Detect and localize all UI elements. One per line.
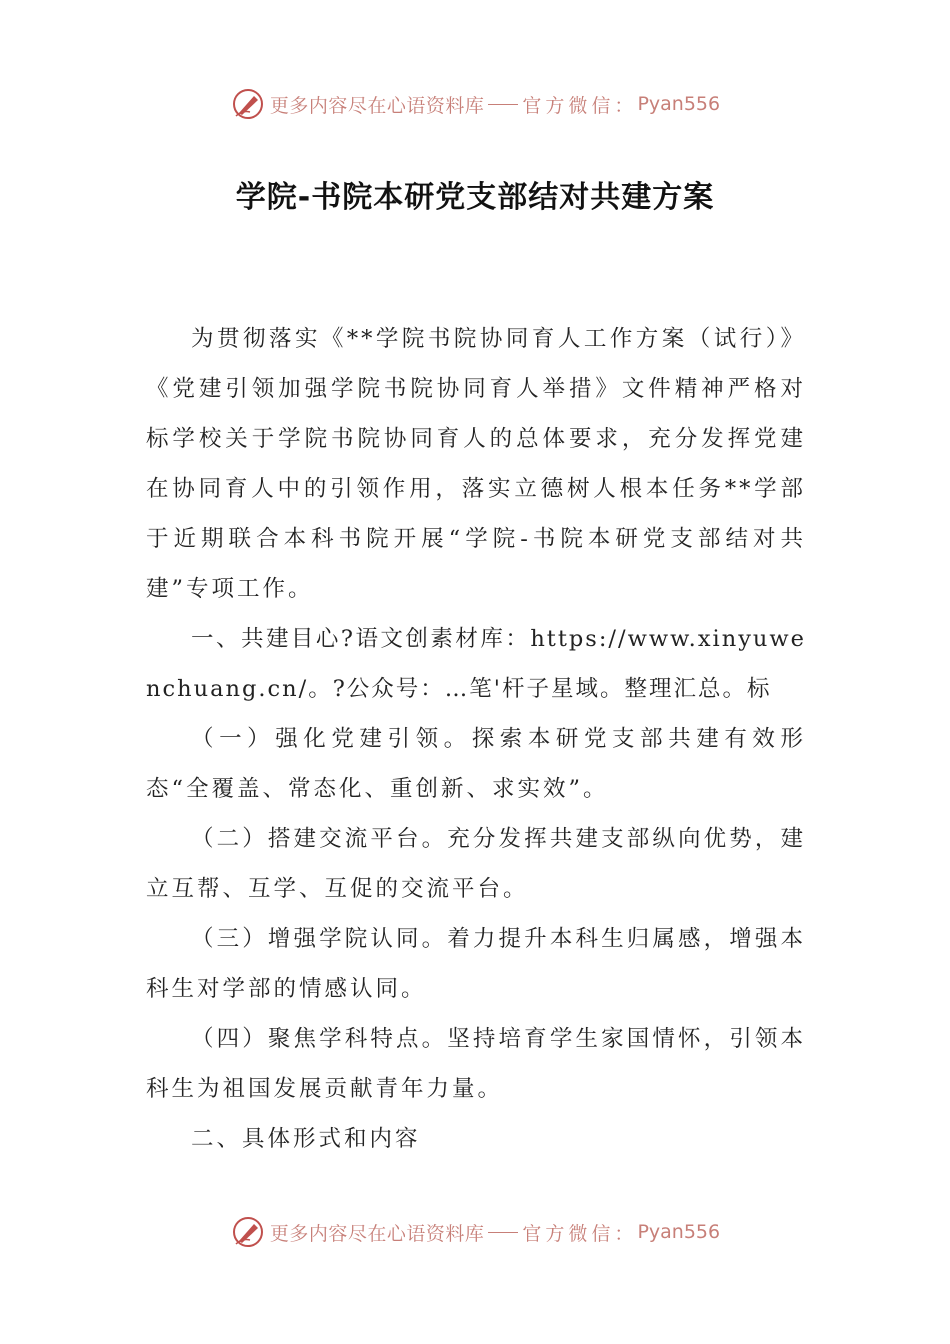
section-heading-2: 二、具体形式和内容 [191, 1126, 421, 1152]
section-heading-1: 一、共建目心?语文创素材库：https://www.xinyuwenchuang.cn/。?公众号：…笔'杆子星域。整理汇总。标 [146, 626, 806, 702]
paragraph-intro: 为贯彻落实《**学院书院协同育人工作方案（试行）》《党建引领加强学院书院协同育人举措》文件精神严格对标学校关于学院书院协同育人的总体要求，充分发挥党建在协同育人中的引领作用，落实立德树人根本任务**学部于近期联合本科书院开展“学院-书院本研党支部结对共建”专项工作。 [146, 326, 806, 602]
watermark-text: 更多内容尽在心语资料库 [269, 94, 485, 117]
paragraph-item-2: （二）搭建交流平台。充分发挥共建支部纵向优势，建立互帮、互学、互促的交流平台。 [146, 826, 806, 902]
watermark-wechat-label: 官方微信： [522, 94, 638, 117]
paragraph-item-1: （一）强化党建引领。探索本研党支部共建有效形态“全覆盖、常态化、重创新、求实效”。 [146, 726, 806, 802]
pen-nib-icon [230, 86, 266, 122]
watermark-wechat-label: 官方微信： [522, 1222, 638, 1245]
watermark-wechat-id: Pyan556 [637, 93, 721, 115]
footer-watermark [0, 1212, 950, 1252]
paragraph-item-3: （三）增强学院认同。着力提升本科生归属感，增强本科生对学部的情感认同。 [146, 926, 806, 1002]
paragraph-item-4: （四）聚焦学科特点。坚持培育学生家国情怀，引领本科生为祖国发展贡献青年力量。 [146, 1026, 806, 1102]
header-watermark [0, 84, 950, 124]
watermark-text: 更多内容尽在心语资料库 [269, 1222, 485, 1245]
watermark-divider [488, 1232, 518, 1233]
watermark-divider [488, 104, 518, 105]
watermark-wechat-id: Pyan556 [637, 1221, 721, 1243]
document-title: 学院-书院本研党支部结对共建方案 [235, 180, 715, 215]
document-body [146, 314, 806, 1164]
pen-nib-icon [230, 1214, 266, 1250]
